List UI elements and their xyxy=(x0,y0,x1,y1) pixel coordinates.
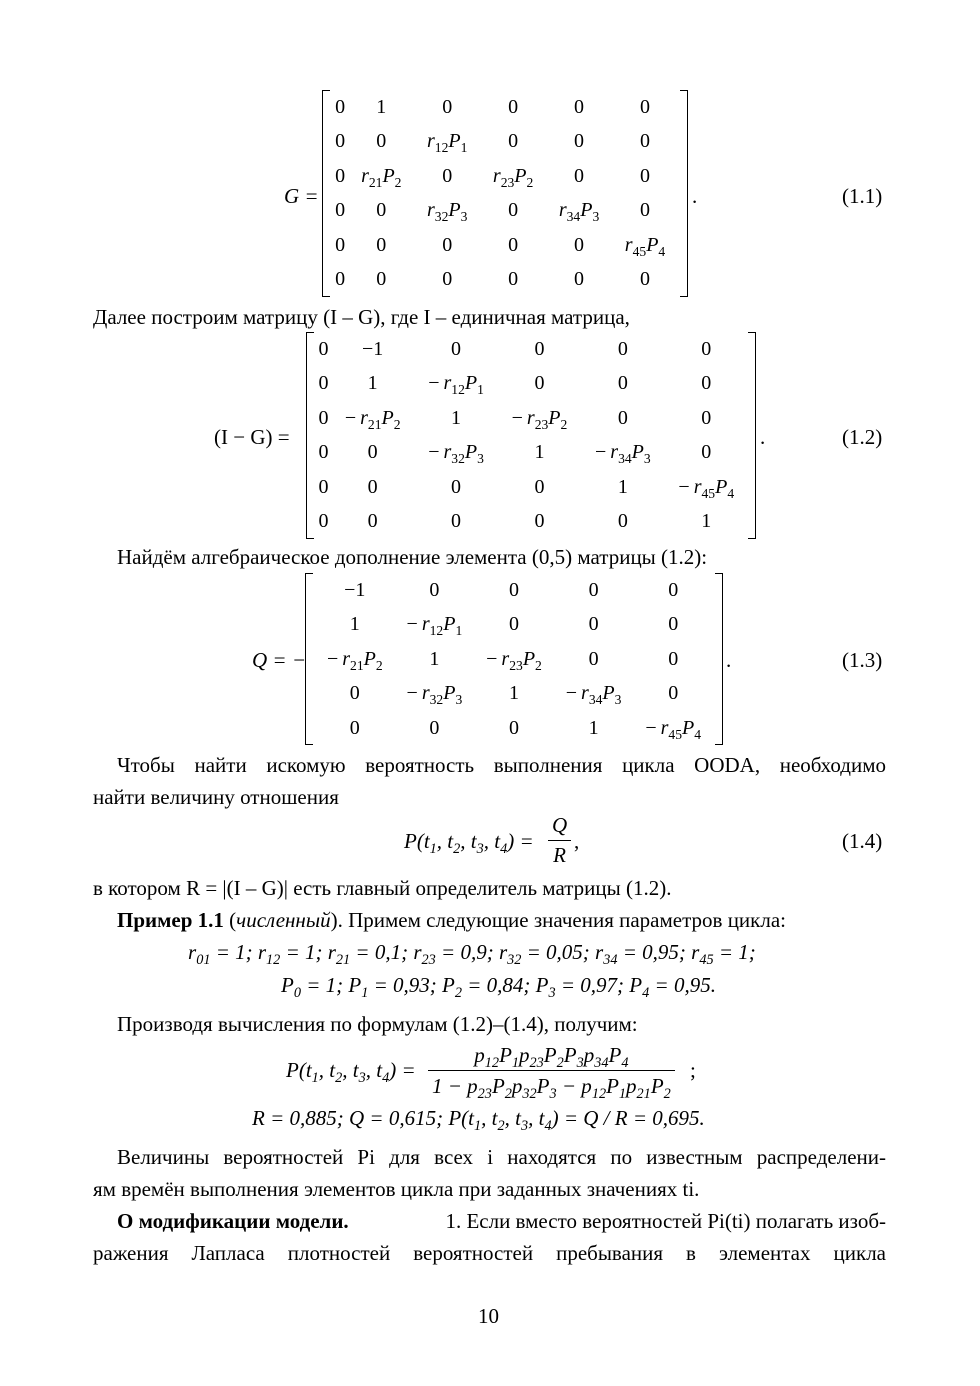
matrix-cell: 0 xyxy=(668,613,679,636)
matrix-cell: 0 xyxy=(318,337,329,360)
mod-title: О модификации модели. xyxy=(117,1209,349,1233)
matrix-cell: 0 xyxy=(335,233,346,256)
matrix-cell: − $r_{32}P_3$ xyxy=(406,682,463,708)
eq1-3-number: (1.3) xyxy=(842,648,883,672)
matrix-cell: 0 xyxy=(701,441,712,464)
matrix-cell: 0 xyxy=(640,268,650,291)
eq1-1-label: G = xyxy=(284,184,319,208)
matrix-cell: 1 xyxy=(588,716,599,739)
result-numerator: $p_{12}P_1p_{23}P_2P_3p_{34}P_4$ xyxy=(428,1040,675,1071)
para-ooda-line1: Чтобы найти искомую вероятность выполнения цикла OODA, необходимо xyxy=(117,753,886,777)
matrix-cell: 0 xyxy=(442,95,453,118)
matrix-row xyxy=(315,573,713,608)
matrix-cell: 0 xyxy=(640,164,650,187)
matrix-cell: 0 xyxy=(668,682,679,705)
matrix-cell: 1 xyxy=(701,510,712,533)
matrix-cell: 0 xyxy=(508,199,519,222)
matrix-cell: − $r_{45}P_4$ xyxy=(678,475,735,501)
matrix-cell: 0 xyxy=(335,164,346,187)
matrix-row xyxy=(315,711,713,746)
para-mod-line1 xyxy=(117,1206,886,1237)
line-before-Q: Найдём алгебраическое дополнение элемента (0,5) матрицы (1.2): xyxy=(117,545,708,569)
eq1-2-label: (I − G) = xyxy=(214,425,290,449)
matrix-cell: 0 xyxy=(451,337,462,360)
line-R-definition: в котором R = |(I – G)| есть главный определитель матрицы (1.2). xyxy=(93,876,672,900)
result-lhs: $P(t_1$, $t_2$, $t_3$, $t_4$) = xyxy=(286,1058,416,1087)
matrix-cell: 0 xyxy=(318,406,329,429)
matrix-cell: 0 xyxy=(508,233,519,256)
matrix-cell: 0 xyxy=(640,199,650,222)
matrix-cell: 0 xyxy=(640,130,650,153)
matrix-cell: 0 xyxy=(508,268,519,291)
matrix-cell: $r_{34}P_3$ xyxy=(558,199,600,225)
matrix-cell: 0 xyxy=(534,510,545,533)
eq1-2-number: (1.2) xyxy=(842,425,883,449)
matrix-cell: 0 xyxy=(442,164,453,187)
matrix-cell: 1 xyxy=(367,372,378,395)
matrix-cell: 0 xyxy=(335,268,346,291)
eq1-4-fraction xyxy=(548,811,571,870)
matrix-cell: 0 xyxy=(376,199,387,222)
matrix-G xyxy=(322,90,688,297)
matrix-cell: − $r_{21}P_2$ xyxy=(326,647,383,673)
matrix-cell: 0 xyxy=(442,268,453,291)
matrix-cell: − $r_{21}P_2$ xyxy=(344,406,401,432)
matrix-cell: $r_{12}P_1$ xyxy=(426,130,468,156)
matrix-cell: 0 xyxy=(508,130,519,153)
result-denominator: $1 - p_{23}P_2p_{32}P_3 - p_{12}P_1p_{21}P_2$ xyxy=(432,1074,671,1103)
matrix-cell: 0 xyxy=(451,475,462,498)
matrix-cell: 0 xyxy=(376,233,387,256)
matrix-cell: 0 xyxy=(429,716,440,739)
eq1-1-number: (1.1) xyxy=(842,184,883,208)
matrix-cell: 0 xyxy=(534,372,545,395)
example-rest: ). Примем следующие значения параметров цикла: xyxy=(330,908,787,932)
mod-rest-1: 1. Если вместо вероятностей Pi(ti) полагать изоб- xyxy=(445,1209,886,1233)
matrix-cell: 0 xyxy=(335,95,346,118)
matrix-cell: 0 xyxy=(335,199,346,222)
matrix-cell: 0 xyxy=(588,613,599,636)
matrix-cell: 0 xyxy=(588,647,599,670)
matrix-cell: − $r_{12}P_1$ xyxy=(406,613,463,639)
para-mod-line2: ражения Лапласа плотностей вероятностей пребывания в элементах цикла xyxy=(93,1241,886,1265)
matrix-cell: 1 xyxy=(617,475,628,498)
matrix-cell: 0 xyxy=(335,130,346,153)
para-ooda-line2: найти величину отношения xyxy=(93,785,339,809)
matrix-cell: 0 xyxy=(617,372,628,395)
matrix-cell: $r_{32}P_3$ xyxy=(426,199,468,225)
matrix-cell: 0 xyxy=(349,682,360,705)
matrix-row xyxy=(316,470,748,505)
matrix-cell: 0 xyxy=(376,130,387,153)
page-number: 10 xyxy=(478,1304,499,1328)
matrix-row xyxy=(315,608,713,643)
line-calc: Производя вычисления по формулам (1.2)–(1.4), получим: xyxy=(117,1012,638,1036)
example-title: Пример 1.1 xyxy=(117,908,224,932)
matrix-cell: − $r_{32}P_3$ xyxy=(428,441,484,467)
para-prob-line2: ям времён выполнения элементов цикла при заданных значениях ti. xyxy=(93,1177,700,1201)
matrix-cell: 0 xyxy=(668,647,679,670)
matrix-cell: $r_{23}P_2$ xyxy=(492,164,534,190)
matrix-I-minus-G xyxy=(306,332,756,539)
matrix-cell: 0 xyxy=(617,510,628,533)
matrix-cell: 0 xyxy=(617,337,628,360)
matrix-cell: 0 xyxy=(451,510,462,533)
matrix-cell: 0 xyxy=(588,578,599,601)
matrix-cell: 0 xyxy=(349,716,360,739)
line-after-G: Далее построим матрицу (I – G), где I – единичная матрица, xyxy=(93,305,630,329)
matrix-cell: − $r_{34}P_3$ xyxy=(594,441,651,467)
matrix-row xyxy=(316,367,748,402)
matrix-cell: 0 xyxy=(318,372,329,395)
eq1-4-numerator: Q xyxy=(548,811,571,841)
matrix-cell: −1 xyxy=(344,578,366,601)
matrix-cell: $r_{21}P_2$ xyxy=(361,164,402,190)
matrix-cell: 1 xyxy=(349,613,360,636)
params-r: $r_{01} = 1$; $r_{12} = 1$; $r_{21} = 0,1$; $r_{23} = 0,9$; $r_{32} = 0,05$; $r_{34} = 0,95$; $r_{45} = 1$; xyxy=(188,940,756,969)
matrix-cell: 0 xyxy=(367,510,378,533)
matrix-cell: − $r_{12}P_1$ xyxy=(428,372,484,398)
eq1-4-lhs: $P(t_1$, $t_2$, $t_3$, $t_4$) = xyxy=(404,829,534,858)
matrix-cell: 0 xyxy=(318,441,329,464)
matrix-cell: 0 xyxy=(574,268,585,291)
matrix-cell: 0 xyxy=(534,337,545,360)
result-values: R = 0,885; Q = 0,615; $P(t_1$, $t_2$, $t_3$, $t_4) = Q / R = 0,695$. xyxy=(252,1106,705,1135)
matrix-cell: 0 xyxy=(508,716,519,739)
matrix-cell: 0 xyxy=(640,95,650,118)
matrix-cell: 0 xyxy=(442,233,453,256)
eq1-4-denominator: R xyxy=(553,843,566,867)
matrix-cell: 0 xyxy=(376,268,387,291)
matrix-row xyxy=(316,401,748,436)
matrix-row xyxy=(332,159,678,194)
matrix-cell: 0 xyxy=(701,372,712,395)
eq1-4-number: (1.4) xyxy=(842,829,883,853)
matrix-cell: 0 xyxy=(574,164,585,187)
matrix-row xyxy=(332,90,678,125)
matrix-cell: − $r_{45}P_4$ xyxy=(645,716,702,742)
matrix-cell: −1 xyxy=(362,337,384,360)
matrix-cell: 1 xyxy=(376,95,387,118)
matrix-cell: 1 xyxy=(451,406,462,429)
matrix-cell: 0 xyxy=(574,95,585,118)
matrix-cell: 0 xyxy=(668,578,679,601)
matrix-row xyxy=(332,263,678,298)
matrix-cell: 0 xyxy=(508,95,519,118)
matrix-cell: 0 xyxy=(367,475,378,498)
matrix-cell: 0 xyxy=(318,475,329,498)
example-header: Пример 1.1 (численный). Примем следующие значения параметров цикла: xyxy=(117,908,787,932)
matrix-Q xyxy=(305,573,723,745)
matrix-cell: 0 xyxy=(574,233,585,256)
matrix-cell: 0 xyxy=(508,613,519,636)
matrix-cell: 0 xyxy=(429,578,440,601)
result-fraction xyxy=(428,1040,675,1101)
matrix-cell: 0 xyxy=(574,130,585,153)
matrix-row xyxy=(316,505,748,540)
matrix-cell: 0 xyxy=(508,578,519,601)
matrix-cell: 0 xyxy=(701,337,712,360)
matrix-row xyxy=(332,228,678,263)
matrix-cell: − $r_{23}P_2$ xyxy=(511,406,568,432)
matrix-cell: − $r_{34}P_3$ xyxy=(565,682,622,708)
matrix-row xyxy=(316,332,748,367)
matrix-row xyxy=(315,677,713,712)
matrix-cell: 1 xyxy=(429,647,440,670)
matrix-cell: 0 xyxy=(367,441,378,464)
matrix-cell: 0 xyxy=(318,510,329,533)
example-type: численный xyxy=(236,908,331,932)
matrix-cell: 0 xyxy=(701,406,712,429)
matrix-cell: 1 xyxy=(508,682,519,705)
para-prob-line1: Величины вероятностей Pi для всех i находятся по известным распределени- xyxy=(117,1145,886,1169)
matrix-cell: 0 xyxy=(534,475,545,498)
matrix-row xyxy=(332,194,678,229)
matrix-cell: 0 xyxy=(617,406,628,429)
matrix-cell: 1 xyxy=(534,441,545,464)
matrix-row xyxy=(316,436,748,471)
matrix-cell: − $r_{23}P_2$ xyxy=(486,647,542,673)
eq1-3-label: Q = − xyxy=(252,648,307,672)
matrix-row xyxy=(315,642,713,677)
matrix-cell: $r_{45}P_4$ xyxy=(624,233,666,259)
params-P: $P_0 = 1$; $P_1 = 0,93$; $P_2 = 0,84$; $P_3 = 0,97$; $P_4 = 0,95$. xyxy=(281,973,716,1002)
matrix-row xyxy=(332,125,678,160)
